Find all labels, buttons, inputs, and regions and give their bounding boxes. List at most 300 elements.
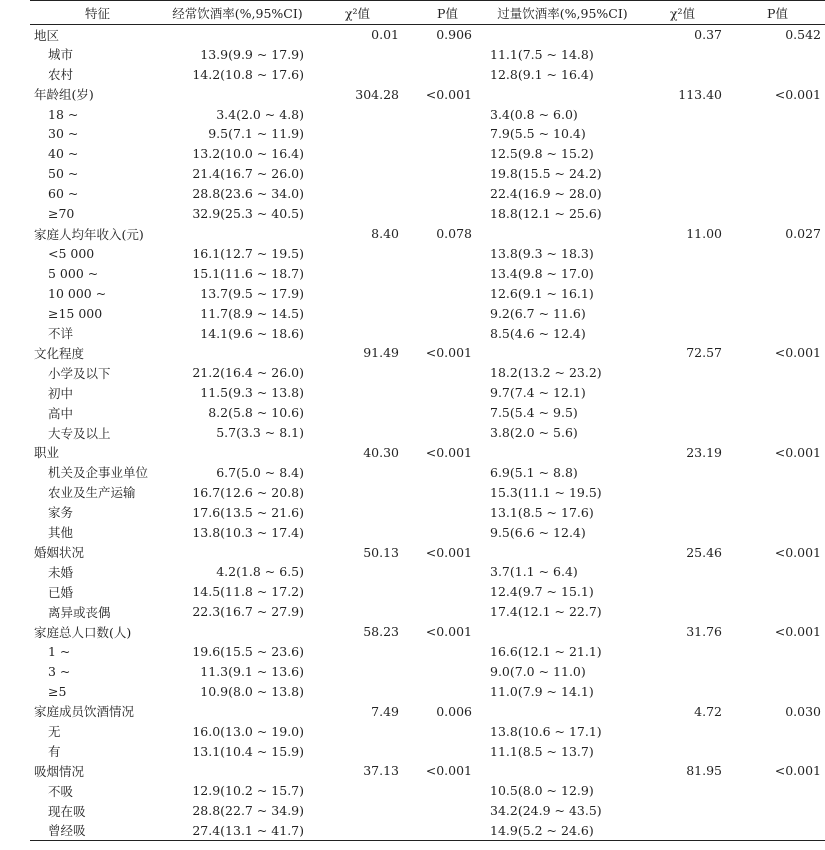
table-row-subcategory <box>30 741 825 761</box>
cell-excess-rate: 9.0(7.0 ~ 11.0) <box>490 663 586 679</box>
cell-regular-rate: 12.9(10.2 ~ 15.7) <box>192 783 304 799</box>
cell-p-value-1 <box>405 403 490 423</box>
cell-p-value-2 <box>730 164 825 184</box>
table-row-category <box>30 443 825 463</box>
table-row-subcategory <box>30 462 825 482</box>
cell-regular-rate: 13.1(10.4 ~ 15.9) <box>192 743 304 759</box>
cell-chi-square-2: 11.00 <box>686 226 722 242</box>
table-row-subcategory <box>30 104 825 124</box>
cell-excess-rate: 15.3(11.1 ~ 19.5) <box>490 484 602 500</box>
table-row-category <box>30 701 825 721</box>
cell-excess-rate: 8.5(4.6 ~ 12.4) <box>490 325 586 341</box>
cell-excess-rate: 6.9(5.1 ~ 8.8) <box>490 464 578 480</box>
cell-p-value-1: 0.006 <box>436 703 472 719</box>
cell-chi-square-2 <box>635 363 730 383</box>
cell-chi-square-1 <box>310 44 405 64</box>
cell-chi-square-2 <box>635 64 730 84</box>
cell-feature: 城市 <box>48 47 74 63</box>
cell-p-value-1 <box>405 164 490 184</box>
cell-chi-square-2 <box>635 642 730 662</box>
cell-chi-square-1 <box>310 263 405 283</box>
cell-p-value-2 <box>730 482 825 502</box>
header-chi-square-2: χ²值 <box>635 1 730 25</box>
cell-regular-rate: 3.4(2.0 ~ 4.8) <box>216 106 304 122</box>
cell-chi-square-1 <box>310 363 405 383</box>
cell-feature: 农村 <box>48 67 74 83</box>
cell-excess-rate: 22.4(16.9 ~ 28.0) <box>490 186 602 202</box>
cell-p-value-2 <box>730 462 825 482</box>
cell-regular-rate <box>165 542 310 562</box>
cell-chi-square-1 <box>310 642 405 662</box>
cell-p-value-2: 0.030 <box>785 703 821 719</box>
cell-chi-square-1: 7.49 <box>371 703 399 719</box>
cell-chi-square-2: 31.76 <box>686 624 722 640</box>
cell-regular-rate: 11.3(9.1 ~ 13.6) <box>200 663 304 679</box>
cell-chi-square-2 <box>635 403 730 423</box>
cell-excess-rate: 9.2(6.7 ~ 11.6) <box>490 305 586 321</box>
table-row-subcategory <box>30 184 825 204</box>
cell-feature: 无 <box>48 724 61 740</box>
cell-excess-rate: 34.2(24.9 ~ 43.5) <box>490 803 602 819</box>
table-row-subcategory <box>30 562 825 582</box>
cell-p-value-1 <box>405 502 490 522</box>
cell-excess-rate: 13.4(9.8 ~ 17.0) <box>490 265 594 281</box>
cell-p-value-2 <box>730 642 825 662</box>
cell-excess-rate: 17.4(12.1 ~ 22.7) <box>490 604 602 620</box>
cell-feature: 有 <box>48 744 61 760</box>
cell-excess-rate: 19.8(15.5 ~ 24.2) <box>490 166 602 182</box>
cell-p-value-2: 0.542 <box>785 27 821 43</box>
cell-feature: 地区 <box>34 27 60 43</box>
cell-chi-square-1: 50.13 <box>363 544 399 560</box>
cell-chi-square-1 <box>310 781 405 801</box>
cell-chi-square-1 <box>310 144 405 164</box>
cell-p-value-2 <box>730 801 825 821</box>
cell-chi-square-1: 58.23 <box>363 624 399 640</box>
cell-chi-square-1 <box>310 582 405 602</box>
cell-chi-square-2 <box>635 104 730 124</box>
cell-chi-square-2 <box>635 662 730 682</box>
cell-p-value-1 <box>405 781 490 801</box>
cell-excess-rate: 14.9(5.2 ~ 24.6) <box>490 821 635 841</box>
cell-chi-square-1 <box>310 303 405 323</box>
cell-p-value-1: <0.001 <box>425 624 472 640</box>
cell-p-value-1 <box>405 562 490 582</box>
cell-chi-square-2 <box>635 263 730 283</box>
cell-feature: 曾经吸 <box>30 821 165 841</box>
cell-excess-rate <box>490 343 635 363</box>
table-row-subcategory <box>30 781 825 801</box>
cell-regular-rate <box>165 343 310 363</box>
cell-excess-rate: 18.8(12.1 ~ 25.6) <box>490 206 602 222</box>
cell-p-value-1 <box>405 64 490 84</box>
cell-p-value-1: 0.078 <box>436 226 472 242</box>
table-row-subcategory <box>30 164 825 184</box>
cell-regular-rate: 13.8(10.3 ~ 17.4) <box>192 524 304 540</box>
cell-regular-rate: 28.8(22.7 ~ 34.9) <box>192 803 304 819</box>
cell-excess-rate <box>490 443 635 463</box>
cell-p-value-1 <box>405 104 490 124</box>
cell-p-value-2 <box>730 243 825 263</box>
table-row-category <box>30 343 825 363</box>
cell-p-value-1 <box>405 283 490 303</box>
cell-p-value-1 <box>405 642 490 662</box>
cell-regular-rate: 21.4(16.7 ~ 26.0) <box>192 166 304 182</box>
cell-feature: 婚姻状况 <box>34 545 85 561</box>
cell-p-value-1 <box>405 263 490 283</box>
table-row-category <box>30 84 825 104</box>
table-row-subcategory <box>30 283 825 303</box>
cell-feature: 家庭成员饮酒情况 <box>34 704 135 720</box>
cell-chi-square-2 <box>635 602 730 622</box>
cell-chi-square-2 <box>635 522 730 542</box>
cell-chi-square-1 <box>310 502 405 522</box>
cell-regular-rate: 10.9(8.0 ~ 13.8) <box>200 683 304 699</box>
cell-chi-square-2 <box>635 184 730 204</box>
cell-chi-square-2 <box>635 164 730 184</box>
cell-feature: 吸烟情况 <box>34 763 85 779</box>
cell-excess-rate: 13.1(8.5 ~ 17.6) <box>490 504 594 520</box>
table-row-subcategory <box>30 363 825 383</box>
cell-excess-rate <box>490 84 635 104</box>
cell-chi-square-2 <box>635 323 730 343</box>
cell-p-value-2 <box>730 44 825 64</box>
cell-p-value-2 <box>730 423 825 443</box>
cell-p-value-2 <box>730 582 825 602</box>
cell-chi-square-1 <box>310 423 405 443</box>
cell-excess-rate: 11.1(8.5 ~ 13.7) <box>490 743 594 759</box>
header-feature: 特征 <box>30 1 165 25</box>
cell-feature: 不详 <box>48 326 74 342</box>
cell-regular-rate: 16.7(12.6 ~ 20.8) <box>192 484 304 500</box>
cell-regular-rate: 19.6(15.5 ~ 23.6) <box>192 644 304 660</box>
table-row-subcategory <box>30 144 825 164</box>
cell-p-value-2 <box>730 502 825 522</box>
cell-feature: 农业及生产运输 <box>48 485 136 501</box>
cell-excess-rate: 7.9(5.5 ~ 10.4) <box>490 126 586 142</box>
cell-p-value-1 <box>405 383 490 403</box>
cell-feature: 初中 <box>48 385 74 401</box>
cell-p-value-2 <box>730 124 825 144</box>
cell-chi-square-1 <box>310 462 405 482</box>
cell-chi-square-2 <box>635 303 730 323</box>
cell-p-value-2 <box>730 363 825 383</box>
cell-p-value-2: <0.001 <box>774 763 821 779</box>
cell-chi-square-2: 23.19 <box>686 444 722 460</box>
cell-chi-square-2: 4.72 <box>694 703 722 719</box>
cell-p-value-2: <0.001 <box>774 86 821 102</box>
cell-feature: 3 ~ <box>48 663 71 679</box>
cell-p-value-2 <box>730 204 825 224</box>
cell-excess-rate: 3.7(1.1 ~ 6.4) <box>490 564 578 580</box>
cell-p-value-2 <box>730 323 825 343</box>
cell-chi-square-1 <box>310 283 405 303</box>
table-row-subcategory <box>30 243 825 263</box>
cell-excess-rate: 13.8(10.6 ~ 17.1) <box>490 723 602 739</box>
cell-p-value-1 <box>405 44 490 64</box>
cell-chi-square-1 <box>310 721 405 741</box>
cell-excess-rate <box>490 701 635 721</box>
cell-regular-rate: 16.0(13.0 ~ 19.0) <box>192 723 304 739</box>
cell-regular-rate <box>165 25 310 45</box>
cell-regular-rate <box>165 84 310 104</box>
cell-regular-rate: 27.4(13.1 ~ 41.7) <box>165 821 310 841</box>
table-row-category <box>30 622 825 642</box>
cell-excess-rate: 12.5(9.8 ~ 15.2) <box>490 146 594 162</box>
cell-feature: 离异或丧偶 <box>48 604 111 620</box>
cell-p-value-1 <box>405 681 490 701</box>
cell-p-value-1 <box>405 801 490 821</box>
table-row-subcategory <box>30 204 825 224</box>
cell-regular-rate: 6.7(5.0 ~ 8.4) <box>216 464 304 480</box>
cell-chi-square-1 <box>310 323 405 343</box>
cell-p-value-1 <box>405 821 490 841</box>
cell-chi-square-1: 91.49 <box>363 345 399 361</box>
table-row-subcategory <box>30 383 825 403</box>
cell-p-value-1 <box>405 303 490 323</box>
cell-chi-square-2 <box>635 423 730 443</box>
cell-chi-square-1 <box>310 124 405 144</box>
cell-p-value-1 <box>405 741 490 761</box>
table-row-subcategory <box>30 482 825 502</box>
cell-feature: 职业 <box>34 445 60 461</box>
cell-regular-rate: 11.5(9.3 ~ 13.8) <box>200 385 304 401</box>
cell-regular-rate: 22.3(16.7 ~ 27.9) <box>192 604 304 620</box>
cell-excess-rate: 12.4(9.7 ~ 15.1) <box>490 584 594 600</box>
table-row-subcategory <box>30 403 825 423</box>
cell-excess-rate <box>490 761 635 781</box>
cell-regular-rate <box>165 224 310 244</box>
cell-p-value-2 <box>730 781 825 801</box>
cell-feature: ≥70 <box>48 206 75 222</box>
header-p-value-1: P值 <box>405 1 490 25</box>
cell-p-value-1: 0.906 <box>436 27 472 43</box>
cell-chi-square-2 <box>635 44 730 64</box>
cell-excess-rate <box>490 224 635 244</box>
cell-p-value-1: <0.001 <box>425 544 472 560</box>
table-row-subcategory <box>30 602 825 622</box>
cell-p-value-2 <box>730 562 825 582</box>
cell-p-value-1 <box>405 662 490 682</box>
table-row-subcategory <box>30 124 825 144</box>
header-p-value-2: P值 <box>730 1 825 25</box>
cell-chi-square-2: 0.37 <box>694 27 722 43</box>
cell-regular-rate: 16.1(12.7 ~ 19.5) <box>192 245 304 261</box>
table-row-category <box>30 761 825 781</box>
cell-chi-square-1 <box>310 602 405 622</box>
cell-p-value-2: <0.001 <box>774 544 821 560</box>
cell-p-value-2 <box>730 144 825 164</box>
table-row-subcategory <box>30 721 825 741</box>
table-row-subcategory <box>30 821 825 841</box>
cell-feature: 家庭人均年收入(元) <box>34 226 144 242</box>
cell-chi-square-1 <box>310 204 405 224</box>
cell-feature: 大专及以上 <box>48 425 111 441</box>
cell-regular-rate: 17.6(13.5 ~ 21.6) <box>192 504 304 520</box>
drinking-rate-table <box>30 0 825 841</box>
cell-chi-square-2 <box>635 582 730 602</box>
cell-excess-rate <box>490 542 635 562</box>
cell-feature: 40 ~ <box>48 146 79 162</box>
cell-feature: 50 ~ <box>48 166 79 182</box>
table-header <box>30 1 825 25</box>
cell-feature: 不吸 <box>48 783 74 799</box>
cell-feature: 机关及企事业单位 <box>48 465 149 481</box>
table-row-subcategory <box>30 263 825 283</box>
cell-regular-rate: 13.9(9.9 ~ 17.9) <box>200 46 304 62</box>
cell-excess-rate: 13.8(9.3 ~ 18.3) <box>490 245 594 261</box>
cell-chi-square-1 <box>310 522 405 542</box>
cell-regular-rate: 28.8(23.6 ~ 34.0) <box>192 186 304 202</box>
cell-p-value-1 <box>405 204 490 224</box>
cell-regular-rate: 32.9(25.3 ~ 40.5) <box>192 206 304 222</box>
table-row-subcategory <box>30 502 825 522</box>
cell-feature: 文化程度 <box>34 345 85 361</box>
cell-chi-square-1 <box>310 64 405 84</box>
table-row-subcategory <box>30 681 825 701</box>
cell-p-value-1 <box>405 602 490 622</box>
cell-feature: 现在吸 <box>48 803 86 819</box>
cell-chi-square-2 <box>635 243 730 263</box>
cell-p-value-2 <box>730 104 825 124</box>
header-chi-square-1: χ²值 <box>310 1 405 25</box>
cell-chi-square-1 <box>310 403 405 423</box>
cell-regular-rate: 4.2(1.8 ~ 6.5) <box>216 564 304 580</box>
cell-chi-square-1 <box>310 801 405 821</box>
table-row-subcategory <box>30 662 825 682</box>
cell-p-value-1 <box>405 462 490 482</box>
header-row <box>30 1 825 25</box>
cell-feature: 60 ~ <box>48 186 79 202</box>
cell-p-value-1 <box>405 721 490 741</box>
cell-feature: 小学及以下 <box>48 365 111 381</box>
cell-chi-square-2 <box>635 562 730 582</box>
table-row-subcategory <box>30 582 825 602</box>
cell-chi-square-1 <box>310 383 405 403</box>
cell-p-value-2 <box>730 522 825 542</box>
cell-chi-square-1 <box>310 482 405 502</box>
cell-chi-square-2 <box>635 721 730 741</box>
cell-p-value-1: <0.001 <box>425 763 472 779</box>
cell-feature: 1 ~ <box>48 644 71 660</box>
cell-p-value-2: <0.001 <box>774 624 821 640</box>
cell-p-value-1: <0.001 <box>425 444 472 460</box>
cell-chi-square-1: 40.30 <box>363 444 399 460</box>
cell-chi-square-1 <box>310 104 405 124</box>
cell-p-value-2: <0.001 <box>774 345 821 361</box>
cell-regular-rate: 15.1(11.6 ~ 18.7) <box>192 265 304 281</box>
cell-feature: 年龄组(岁) <box>34 87 94 103</box>
cell-chi-square-2 <box>635 482 730 502</box>
cell-chi-square-1 <box>310 184 405 204</box>
table-row-subcategory <box>30 44 825 64</box>
cell-chi-square-1: 0.01 <box>371 27 399 43</box>
cell-p-value-1 <box>405 323 490 343</box>
cell-chi-square-2: 113.40 <box>678 86 722 102</box>
cell-chi-square-2 <box>635 821 730 841</box>
cell-excess-rate: 11.0(7.9 ~ 14.1) <box>490 683 594 699</box>
data-table-wrapper <box>30 0 825 841</box>
cell-p-value-2 <box>730 741 825 761</box>
cell-feature: 30 ~ <box>48 126 79 142</box>
cell-chi-square-2 <box>635 781 730 801</box>
cell-p-value-1 <box>405 522 490 542</box>
cell-p-value-2 <box>730 403 825 423</box>
cell-p-value-1: <0.001 <box>425 345 472 361</box>
table-row-subcategory <box>30 303 825 323</box>
cell-chi-square-2 <box>635 204 730 224</box>
cell-excess-rate: 12.8(9.1 ~ 16.4) <box>490 66 594 82</box>
cell-regular-rate: 8.2(5.8 ~ 10.6) <box>208 405 304 421</box>
cell-excess-rate: 3.8(2.0 ~ 5.6) <box>490 425 578 441</box>
cell-p-value-2 <box>730 821 825 841</box>
cell-chi-square-2: 72.57 <box>686 345 722 361</box>
cell-regular-rate: 13.2(10.0 ~ 16.4) <box>192 146 304 162</box>
cell-chi-square-2 <box>635 681 730 701</box>
cell-feature: 高中 <box>48 405 74 421</box>
cell-chi-square-2 <box>635 462 730 482</box>
cell-regular-rate: 14.5(11.8 ~ 17.2) <box>192 584 304 600</box>
cell-p-value-2: <0.001 <box>774 444 821 460</box>
cell-chi-square-2 <box>635 283 730 303</box>
cell-chi-square-2 <box>635 801 730 821</box>
cell-chi-square-2: 81.95 <box>686 763 722 779</box>
cell-chi-square-1: 8.40 <box>371 226 399 242</box>
cell-p-value-2 <box>730 64 825 84</box>
cell-chi-square-1 <box>310 662 405 682</box>
cell-chi-square-1 <box>310 741 405 761</box>
cell-feature: 其他 <box>48 525 74 541</box>
cell-p-value-1 <box>405 144 490 164</box>
cell-p-value-2 <box>730 681 825 701</box>
cell-excess-rate: 12.6(9.1 ~ 16.1) <box>490 285 594 301</box>
cell-p-value-2: 0.027 <box>785 226 821 242</box>
cell-p-value-2 <box>730 283 825 303</box>
cell-p-value-1 <box>405 423 490 443</box>
table-row-category <box>30 25 825 45</box>
table-row-subcategory <box>30 323 825 343</box>
cell-chi-square-2 <box>635 502 730 522</box>
cell-regular-rate: 13.7(9.5 ~ 17.9) <box>200 285 304 301</box>
cell-p-value-1 <box>405 363 490 383</box>
cell-p-value-1 <box>405 482 490 502</box>
table-row-subcategory <box>30 522 825 542</box>
cell-regular-rate <box>165 761 310 781</box>
cell-chi-square-1 <box>310 821 405 841</box>
cell-feature: 10 000 ~ <box>48 285 107 301</box>
cell-chi-square-2 <box>635 383 730 403</box>
cell-chi-square-1 <box>310 681 405 701</box>
cell-feature: 18 ~ <box>48 106 79 122</box>
cell-chi-square-1 <box>310 164 405 184</box>
cell-excess-rate <box>490 25 635 45</box>
cell-regular-rate <box>165 622 310 642</box>
header-excess-drinking-rate: 过量饮酒率(%,95%CI) <box>490 1 635 25</box>
cell-regular-rate <box>165 443 310 463</box>
table-row-subcategory <box>30 64 825 84</box>
table-row-subcategory <box>30 642 825 662</box>
cell-regular-rate: 14.2(10.8 ~ 17.6) <box>192 66 304 82</box>
cell-p-value-1 <box>405 184 490 204</box>
cell-chi-square-2 <box>635 741 730 761</box>
cell-p-value-1: <0.001 <box>425 86 472 102</box>
cell-regular-rate: 21.2(16.4 ~ 26.0) <box>192 365 304 381</box>
cell-feature: 家务 <box>48 505 74 521</box>
cell-excess-rate: 9.7(7.4 ~ 12.1) <box>490 385 586 401</box>
cell-feature: ≥5 <box>48 683 67 699</box>
cell-excess-rate <box>490 622 635 642</box>
table-row-category <box>30 224 825 244</box>
